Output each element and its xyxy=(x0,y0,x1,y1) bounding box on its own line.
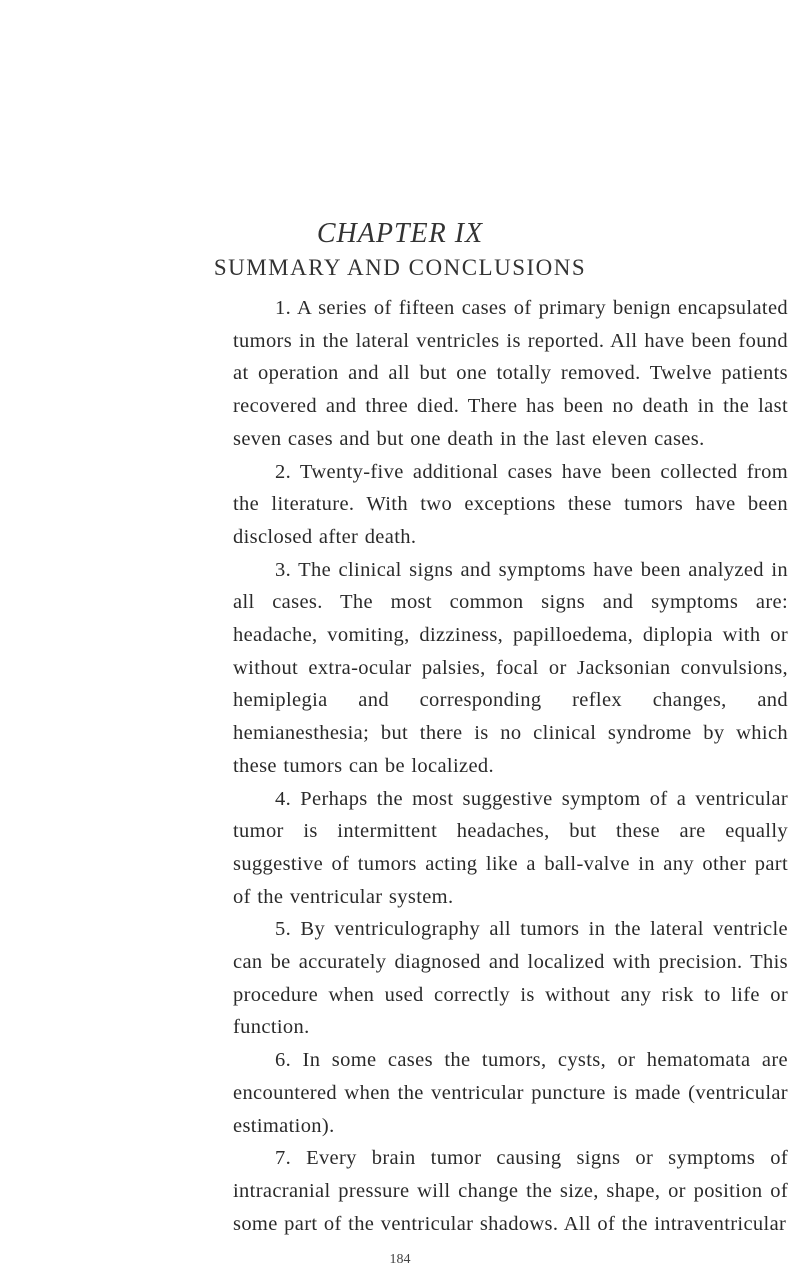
paragraph-7: 7. Every brain tumor causing signs or symptoms of intracranial pressure will change the size, shape, or position of some part of the ventricular shadows. All of the intraventricular xyxy=(233,1147,788,1235)
chapter-title: SUMMARY AND CONCLUSIONS xyxy=(213,255,587,280)
paragraph-5: 5. By ventriculography all tumors in the lateral ventricle can be accurately diagnosed and localized with precision. This procedure when used correctly is without any risk to life or function. xyxy=(233,918,788,1039)
paragraph-3: 3. The clinical signs and symptoms have been analyzed in all cases. The most common signs and symptoms are: headache, vomiting, dizziness, papilloedema, diplopia with or without extra-ocular palsies, focal or Jacksonian convulsions, hemiplegia and corresponding reflex changes, and hemianesthesia; but there is no clinical syndrome by which these tumors can be localized. xyxy=(233,558,788,777)
chapter-heading: CHAPTER IX xyxy=(316,218,484,249)
paragraph-4: 4. Perhaps the most suggestive symptom of a ventricular tumor is intermittent headaches, but these are equally suggestive of tumors acting like a ball-valve in any other part of the ventricular system. xyxy=(233,787,788,908)
paragraph-2: 2. Twenty-five additional cases have been collected from the literature. With two exceptions these tumors have been disclosed after death. xyxy=(233,460,788,548)
body-text xyxy=(233,292,788,1240)
page-number: 184 xyxy=(389,1252,411,1267)
paragraph-6: 6. In some cases the tumors, cysts, or hematomata are encountered when the ventricular puncture is made (ventricular estimation). xyxy=(233,1049,788,1137)
paragraph-1: 1. A series of fifteen cases of primary benign encapsulated tumors in the lateral ventricles is reported. All have been found at operation and all but one totally removed. Twelve patients recovered and three died. There has been no death in the last seven cases and but one death in the last eleven cases. xyxy=(233,297,788,450)
